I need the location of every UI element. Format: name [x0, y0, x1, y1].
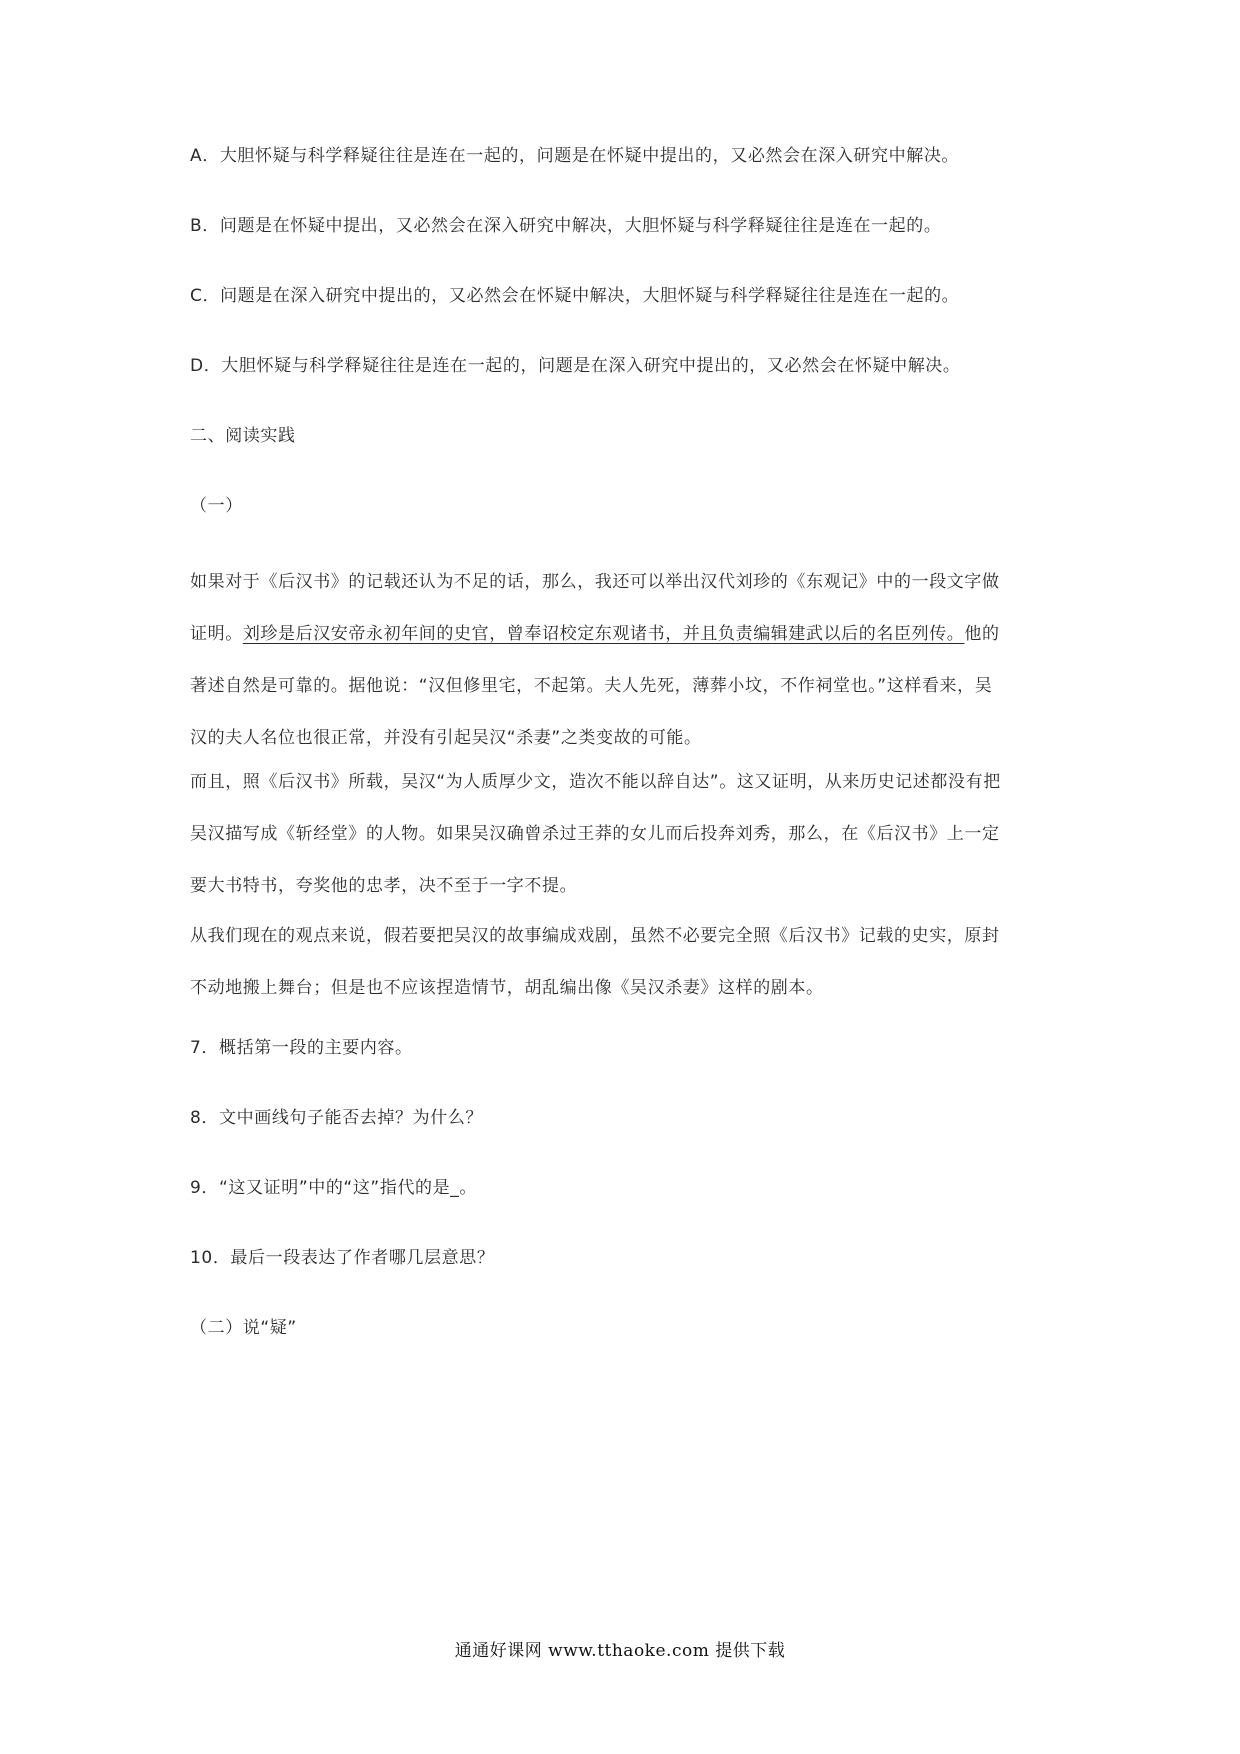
option-c: C．问题是在深入研究中提出的，又必然会在怀疑中解决，大胆怀疑与科学释疑往往是连在一起的。 — [190, 286, 960, 306]
question-7: 7．概括第一段的主要内容。 — [190, 1038, 413, 1058]
paragraph-1-line-1: 如果对于《后汉书》的记载还认为不足的话，那么，我还可以举出汉代刘珍的《东观记》中的一段文字做 — [190, 572, 1000, 592]
paragraph-1-line-3: 著述自然是可靠的。据他说：“汉但修里宅，不起第。夫人先死，薄葬小坟，不作祠堂也。”这样看来，吴 — [190, 676, 993, 696]
paragraph-3-line-2: 不动地搬上舞台；但是也不应该捏造情节，胡乱编出像《吴汉杀妻》这样的剧本。 — [190, 978, 824, 998]
part1-label: （一） — [190, 496, 243, 516]
option-d: D．大胆怀疑与科学释疑往往是连在一起的，问题是在深入研究中提出的，又必然会在怀疑中解决。 — [190, 356, 961, 376]
option-a: A．大胆怀疑与科学释疑往往是连在一起的，问题是在怀疑中提出的，又必然会在深入研究中解决。 — [190, 146, 960, 166]
paragraph-1-line-4: 汉的夫人名位也很正常，并没有引起吴汉“杀妻”之类变故的可能。 — [190, 728, 702, 748]
underlined-sentence: 刘珍是后汉安帝永初年间的史官，曾奉诏校定东观诸书，并且负责编辑建武以后的名臣列传。 — [242, 624, 965, 644]
paragraph-3-line-1: 从我们现在的观点来说，假若要把吴汉的故事编成戏剧，虽然不必要完全照《后汉书》记载的史实，原封 — [190, 926, 1000, 946]
part2-label: （二）说“疑” — [190, 1318, 297, 1338]
question-10: 10．最后一段表达了作者哪几层意思？ — [190, 1248, 495, 1268]
paragraph-3 — [190, 910, 1056, 1014]
question-9: 9．“这又证明”中的“这”指代的是_。 — [190, 1178, 477, 1198]
paragraph-2 — [190, 756, 1056, 912]
paragraph-2-line-2: 吴汉描写成《斩经堂》的人物。如果吴汉确曾杀过王莽的女儿而后投奔刘秀，那么，在《后汉书》上一定 — [190, 824, 1000, 844]
paragraph-1 — [190, 556, 1056, 764]
paragraph-1-line-2 — [190, 608, 1056, 660]
question-8: 8．文中画线句子能否去掉？为什么？ — [190, 1108, 484, 1128]
paragraph-2-line-3: 要大书特书，夸奖他的忠孝，决不至于一字不提。 — [190, 876, 578, 896]
paragraph-2-line-1: 而且，照《后汉书》所载，吴汉“为人质厚少文，造次不能以辞自达”。这又证明，从来历史记述都没有把 — [190, 772, 1001, 792]
option-b: B．问题是在怀疑中提出，又必然会在深入研究中解决，大胆怀疑与科学释疑往往是连在一起的。 — [190, 216, 942, 236]
section-title: 二、阅读实践 — [190, 426, 296, 446]
paragraph-1-line-2-post: 他的 — [964, 624, 1000, 644]
paragraph-1-line-2-pre: 证明。 — [190, 624, 243, 644]
page-footer: 通通好课网 www.tthaoke.com 提供下载 — [454, 1641, 786, 1661]
